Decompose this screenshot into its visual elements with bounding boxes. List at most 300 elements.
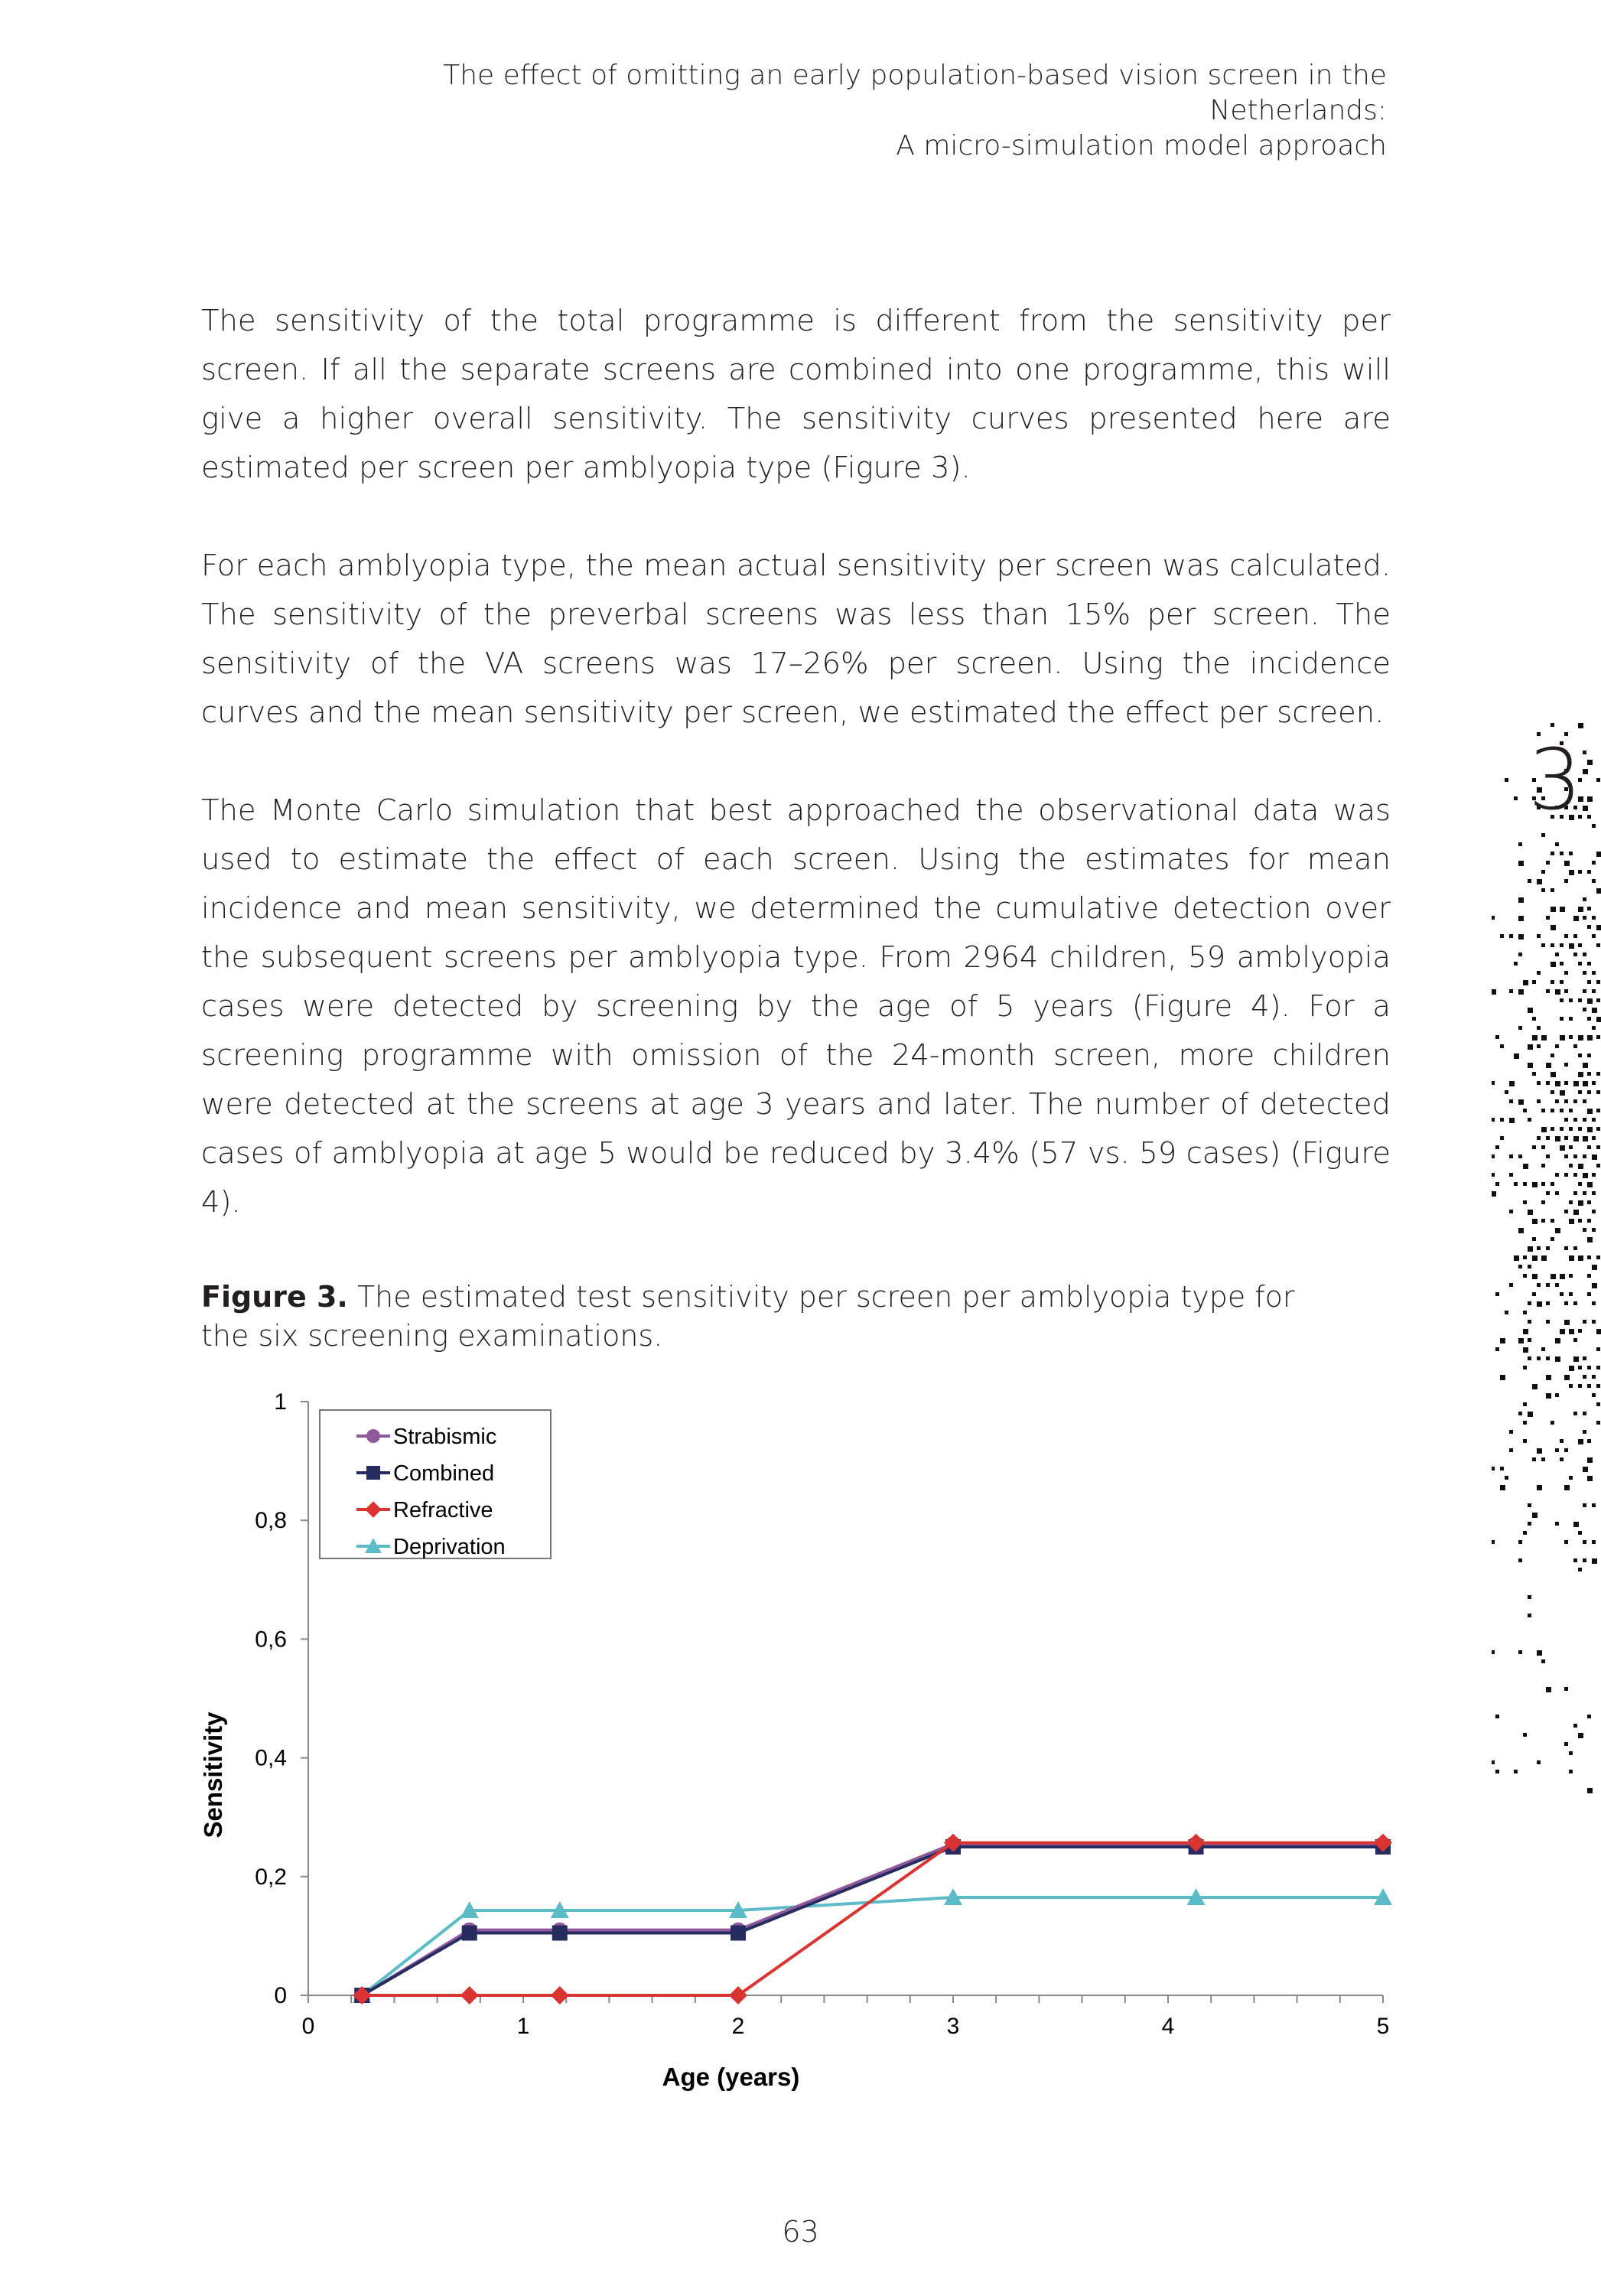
pattern-dot: [1592, 1558, 1597, 1564]
pattern-dot: [1560, 907, 1565, 912]
pattern-dot: [1592, 1008, 1597, 1013]
pattern-dot: [1583, 751, 1586, 754]
data-point-combined: [552, 1926, 568, 1941]
chapter-tab-pattern: [1492, 723, 1601, 1802]
pattern-dot: [1587, 1090, 1591, 1094]
paragraph: For each amblyopia type, the mean actual sensitivity per screen was calculated. The sensitivity of the preverbal screens was less than 15% per screen. The sensitivity of the VA screens was 17–26% per screen. Using the incidence curves and the mean sensitivity per screen, we estimated the effect per screen.: [201, 549, 1391, 730]
pattern-dot: [1578, 907, 1583, 912]
legend-label-combined: Combined: [393, 1461, 495, 1486]
pattern-dot: [1596, 1329, 1601, 1334]
pattern-dot: [1583, 1155, 1586, 1158]
pattern-dot: [1551, 1109, 1554, 1112]
pattern-dot: [1555, 1356, 1560, 1362]
pattern-dot: [1551, 1072, 1556, 1077]
pattern-dot: [1555, 1099, 1559, 1103]
pattern-dot: [1523, 1311, 1527, 1314]
pattern-dot: [1546, 1283, 1550, 1287]
pattern-dot: [1537, 1246, 1541, 1250]
pattern-dot: [1523, 1531, 1527, 1535]
pattern-dot: [1583, 897, 1586, 901]
figure-caption-text: The estimated test sensitivity per screen per amblyopia type for the six screening examinations.: [201, 1280, 1295, 1353]
pattern-dot: [1541, 833, 1545, 837]
pattern-dot: [1583, 971, 1586, 975]
pattern-dot: [1546, 1155, 1550, 1158]
pattern-dot: [1578, 1219, 1582, 1223]
pattern-dot: [1592, 1136, 1596, 1140]
pattern-dot: [1537, 879, 1542, 884]
legend-label-strabismic: Strabismic: [393, 1425, 497, 1449]
pattern-dot: [1564, 1155, 1568, 1158]
x-tick-label: 5: [1376, 2014, 1390, 2039]
pattern-dot: [1541, 1659, 1545, 1663]
pattern-dot: [1492, 1540, 1495, 1544]
pattern-dot: [1564, 1301, 1568, 1305]
pattern-dot: [1569, 1292, 1573, 1296]
pattern-dot: [1541, 870, 1545, 874]
pattern-dot: [1509, 1430, 1513, 1434]
pattern-dot: [1500, 1375, 1505, 1380]
pattern-dot: [1541, 1127, 1547, 1132]
pattern-dot: [1528, 1008, 1533, 1013]
pattern-dot: [1596, 1145, 1600, 1149]
pattern-dot: [1537, 1136, 1541, 1140]
pattern-dot: [1514, 962, 1518, 966]
pattern-dot: [1509, 1155, 1513, 1158]
pattern-dot: [1592, 1210, 1596, 1213]
pattern-dot: [1518, 1155, 1522, 1158]
pattern-dot: [1555, 1448, 1559, 1452]
pattern-dot: [1541, 1200, 1545, 1204]
pattern-dot: [1523, 1347, 1528, 1353]
pattern-dot: [1537, 1301, 1542, 1307]
pattern-dot: [1546, 1081, 1550, 1085]
pattern-dot: [1578, 1054, 1582, 1057]
pattern-dot: [1555, 1136, 1560, 1141]
pattern-dot: [1505, 1311, 1508, 1314]
pattern-dot: [1573, 934, 1577, 938]
pattern-dot: [1592, 916, 1596, 920]
pattern-dot: [1564, 1375, 1570, 1380]
pattern-dot: [1592, 1118, 1596, 1122]
pattern-dot: [1592, 1026, 1596, 1030]
pattern-dot: [1587, 1715, 1591, 1718]
pattern-dot: [1592, 1265, 1597, 1270]
pattern-dot: [1569, 1274, 1573, 1278]
pattern-dot: [1528, 1522, 1531, 1526]
pattern-dot: [1587, 1145, 1591, 1149]
pattern-dot: [1583, 1375, 1586, 1379]
pattern-dot: [1495, 1182, 1499, 1186]
pattern-dot: [1532, 1255, 1538, 1261]
pattern-dot: [1587, 870, 1591, 874]
pattern-dot: [1523, 1200, 1527, 1204]
pattern-dot: [1587, 1292, 1591, 1296]
pattern-dot: [1523, 1402, 1527, 1406]
pattern-dot: [1596, 1109, 1600, 1112]
pattern-dot: [1587, 998, 1593, 1004]
pattern-dot: [1537, 971, 1541, 975]
pattern-dot: [1532, 1219, 1538, 1224]
page-number: 63: [782, 2215, 819, 2249]
x-tick-label: 0: [301, 2014, 315, 2039]
pattern-dot: [1532, 1513, 1538, 1518]
pattern-dot: [1514, 796, 1518, 800]
pattern-dot: [1509, 1118, 1515, 1123]
legend-marker-strabismic: [366, 1429, 380, 1443]
pattern-dot: [1578, 1733, 1583, 1738]
pattern-dot: [1514, 1255, 1519, 1261]
pattern-dot: [1578, 1568, 1582, 1571]
pattern-dot: [1596, 1421, 1600, 1425]
pattern-dot: [1587, 1017, 1591, 1021]
pattern-dot: [1551, 980, 1554, 984]
pattern-dot: [1587, 1127, 1593, 1132]
pattern-dot: [1587, 1237, 1593, 1242]
pattern-dot: [1578, 1200, 1583, 1206]
pattern-dot: [1546, 916, 1550, 920]
x-tick-label: 2: [731, 2014, 745, 2039]
pattern-dot: [1560, 1017, 1564, 1021]
pattern-dot: [1528, 1210, 1533, 1215]
pattern-dot: [1573, 1338, 1577, 1342]
pattern-dot: [1592, 824, 1596, 828]
pattern-dot: [1528, 1338, 1531, 1342]
pattern-dot: [1551, 1274, 1556, 1279]
pattern-dot: [1564, 1118, 1568, 1122]
pattern-dot: [1518, 1099, 1524, 1105]
pattern-dot: [1578, 1035, 1583, 1041]
pattern-dot: [1518, 934, 1524, 940]
pattern-dot: [1532, 1292, 1536, 1296]
pattern-dot: [1500, 1485, 1505, 1490]
pattern-dot: [1505, 1090, 1508, 1094]
pattern-dot: [1541, 943, 1545, 947]
pattern-dot: [1555, 1522, 1559, 1526]
pattern-dot: [1495, 1292, 1499, 1296]
pattern-dot: [1596, 1017, 1601, 1022]
pattern-dot: [1587, 1255, 1591, 1259]
pattern-dot: [1592, 1375, 1596, 1379]
pattern-dot: [1573, 1246, 1577, 1250]
pattern-dot: [1500, 1136, 1504, 1140]
pattern-dot: [1564, 1173, 1568, 1177]
pattern-dot: [1578, 1164, 1583, 1169]
pattern-dot: [1546, 1246, 1550, 1250]
pattern-dot: [1551, 943, 1554, 947]
pattern-dot: [1569, 1329, 1574, 1334]
pattern-dot: [1596, 1035, 1600, 1039]
pattern-dot: [1583, 806, 1588, 811]
pattern-dot: [1523, 1439, 1527, 1443]
pattern-dot: [1587, 1457, 1593, 1463]
pattern-dot: [1564, 1448, 1568, 1452]
pattern-dot: [1551, 962, 1556, 967]
pattern-dot: [1587, 815, 1591, 819]
pattern-dot: [1509, 934, 1513, 938]
pattern-dot: [1551, 1237, 1554, 1241]
pattern-dot: [1592, 1301, 1596, 1305]
pattern-dot: [1509, 1210, 1513, 1213]
pattern-dot: [1587, 1219, 1591, 1223]
pattern-dot: [1564, 1687, 1568, 1691]
pattern-dot: [1546, 989, 1550, 993]
pattern-dot: [1551, 1127, 1554, 1131]
pattern-dot: [1573, 1724, 1577, 1728]
pattern-dot: [1592, 1540, 1596, 1544]
pattern-dot: [1551, 1054, 1554, 1057]
pattern-dot: [1578, 1366, 1582, 1369]
pattern-dot: [1569, 1366, 1574, 1371]
pattern-dot: [1509, 1173, 1513, 1177]
paragraph: The sensitivity of the total programme is different from the sensitivity per screen. If all the separate screens are combined into one programme, this will give a higher overall sensitivity. The sensitivity curves presented here are estimated per screen per amblyopia type (Figure 3).: [201, 304, 1391, 485]
pattern-dot: [1560, 1329, 1565, 1334]
pattern-dot: [1492, 1760, 1495, 1764]
pattern-dot: [1528, 879, 1531, 883]
pattern-dot: [1532, 1072, 1536, 1076]
pattern-dot: [1583, 769, 1588, 774]
pattern-dot: [1583, 1320, 1586, 1324]
pattern-dot: [1528, 1595, 1531, 1599]
pattern-dot: [1523, 1366, 1527, 1369]
pattern-dot: [1592, 1320, 1596, 1324]
pattern-dot: [1518, 897, 1524, 903]
pattern-dot: [1532, 980, 1536, 984]
pattern-dot: [1573, 1099, 1577, 1103]
pattern-dot: [1573, 1044, 1577, 1048]
pattern-dot: [1578, 1090, 1582, 1094]
pattern-dot: [1569, 1219, 1574, 1224]
pattern-dot: [1583, 1118, 1586, 1122]
pattern-dot: [1551, 723, 1554, 727]
pattern-dot: [1596, 888, 1601, 894]
pattern-dot: [1596, 1127, 1600, 1131]
pattern-dot: [1583, 1173, 1588, 1178]
pattern-dot: [1583, 1356, 1586, 1360]
pattern-dot: [1537, 1283, 1541, 1287]
pattern-dot: [1555, 1393, 1559, 1397]
chapter-tab-svg: [1492, 723, 1601, 1802]
pattern-dot: [1592, 934, 1596, 938]
pattern-dot: [1523, 1182, 1527, 1186]
pattern-dot: [1492, 989, 1496, 995]
pattern-dot: [1596, 852, 1601, 857]
pattern-dot: [1541, 1219, 1545, 1223]
pattern-dot: [1592, 1081, 1596, 1085]
pattern-dot: [1518, 1412, 1522, 1415]
figure-caption: [201, 1278, 1349, 1356]
pattern-dot: [1596, 778, 1600, 782]
pattern-dot: [1505, 1476, 1508, 1480]
pattern-dot: [1596, 998, 1600, 1002]
pattern-dot: [1551, 1219, 1554, 1223]
pattern-dot: [1578, 943, 1582, 947]
pattern-dot: [1532, 1237, 1536, 1241]
pattern-dot: [1492, 1467, 1495, 1470]
pattern-dot: [1514, 1054, 1519, 1059]
pattern-dot: [1592, 879, 1596, 883]
pattern-dot: [1560, 1292, 1564, 1296]
pattern-dot: [1492, 1191, 1496, 1197]
running-head-line2: A micro-simulation model approach: [896, 130, 1387, 161]
pattern-dot: [1587, 1384, 1591, 1388]
pattern-dot: [1569, 1017, 1573, 1021]
pattern-dot: [1587, 1200, 1591, 1204]
pattern-dot: [1569, 998, 1573, 1002]
pattern-dot: [1532, 1384, 1538, 1389]
pattern-dot: [1500, 1044, 1504, 1048]
pattern-dot: [1537, 1448, 1542, 1454]
pattern-dot: [1596, 1384, 1600, 1388]
pattern-dot: [1555, 1081, 1560, 1086]
data-point-refractive: [460, 1986, 479, 2005]
pattern-dot: [1592, 1173, 1596, 1177]
pattern-dot: [1537, 1044, 1541, 1048]
pattern-dot: [1564, 1246, 1568, 1250]
pattern-dot: [1583, 1467, 1588, 1472]
data-point-combined: [731, 1926, 746, 1941]
pattern-dot: [1583, 1063, 1588, 1068]
sensitivity-chart: [191, 1377, 1415, 2104]
running-head: [316, 58, 1387, 164]
pattern-dot: [1541, 888, 1545, 892]
pattern-dot: [1564, 879, 1568, 883]
pattern-dot: [1528, 1063, 1533, 1068]
pattern-dot: [1592, 1283, 1597, 1288]
pattern-dot: [1509, 1283, 1513, 1287]
pattern-dot: [1573, 953, 1577, 956]
pattern-dot: [1583, 1412, 1586, 1415]
pattern-dot: [1514, 1770, 1518, 1773]
pattern-dot: [1583, 1503, 1586, 1507]
pattern-dot: [1546, 1393, 1551, 1399]
pattern-dot: [1569, 1476, 1573, 1480]
pattern-dot: [1560, 1127, 1564, 1131]
pattern-dot: [1518, 1650, 1522, 1654]
pattern-dot: [1564, 1099, 1568, 1103]
pattern-dot: [1573, 1173, 1577, 1177]
pattern-dot: [1492, 1173, 1495, 1177]
pattern-dot: [1569, 1164, 1573, 1168]
series-line-refractive: [362, 1843, 1383, 1995]
pattern-dot: [1541, 1347, 1545, 1351]
y-tick-label: 0,6: [255, 1627, 287, 1653]
y-tick-label: 1: [274, 1389, 287, 1415]
pattern-dot: [1509, 1448, 1513, 1452]
pattern-dot: [1587, 1054, 1591, 1057]
pattern-dot: [1569, 1127, 1573, 1131]
pattern-dot: [1578, 1329, 1582, 1333]
pattern-dot: [1583, 989, 1586, 993]
pattern-dot: [1528, 1412, 1533, 1417]
pattern-dot: [1596, 1164, 1600, 1168]
pattern-dot: [1587, 796, 1593, 802]
pattern-dot: [1523, 1329, 1528, 1334]
pattern-dot: [1500, 1467, 1504, 1470]
pattern-dot: [1564, 1320, 1570, 1325]
pattern-dot: [1583, 1228, 1586, 1232]
pattern-dot: [1578, 1439, 1583, 1444]
pattern-dot: [1532, 1145, 1536, 1149]
pattern-dot: [1578, 1531, 1582, 1535]
pattern-dot: [1500, 1338, 1505, 1343]
pattern-dot: [1518, 1338, 1524, 1343]
pattern-dot: [1587, 1072, 1591, 1076]
pattern-dot: [1528, 1246, 1533, 1252]
pattern-dot: [1578, 723, 1583, 728]
pattern-dot: [1551, 852, 1554, 855]
chapter-number: 3: [1528, 731, 1582, 829]
x-tick-label: 1: [516, 2014, 530, 2039]
pattern-dot: [1541, 1255, 1547, 1261]
pattern-dot: [1573, 1301, 1577, 1305]
pattern-dot: [1587, 925, 1591, 929]
pattern-dot: [1500, 934, 1504, 938]
pattern-dot: [1555, 1228, 1560, 1233]
pattern-dot: [1528, 1356, 1531, 1360]
pattern-dot: [1537, 1650, 1542, 1656]
pattern-dot: [1569, 1751, 1573, 1755]
pattern-dot: [1569, 852, 1573, 855]
pattern-dot: [1596, 1402, 1600, 1406]
pattern-dot: [1560, 962, 1564, 966]
data-point-combined: [462, 1926, 477, 1941]
pattern-dot: [1528, 1301, 1531, 1305]
pattern-dot: [1523, 1255, 1527, 1259]
legend-label-refractive: Refractive: [393, 1498, 493, 1523]
pattern-dot: [1569, 1109, 1573, 1112]
pattern-dot: [1583, 1558, 1586, 1562]
pattern-dot: [1587, 1274, 1591, 1278]
pattern-dot: [1492, 916, 1495, 920]
pattern-dot: [1564, 861, 1570, 866]
pattern-dot: [1537, 1356, 1541, 1360]
pattern-dot: [1560, 1109, 1564, 1112]
series-line-deprivation: [362, 1897, 1383, 1995]
figure-label: Figure 3.: [201, 1280, 348, 1314]
pattern-dot: [1528, 1320, 1531, 1324]
pattern-dot: [1583, 1540, 1586, 1544]
pattern-dot: [1587, 1788, 1593, 1793]
pattern-dot: [1532, 1274, 1538, 1279]
pattern-dot: [1560, 1090, 1565, 1096]
pattern-dot: [1564, 1485, 1570, 1490]
pattern-dot: [1528, 1265, 1531, 1268]
pattern-dot: [1492, 1118, 1495, 1122]
pattern-dot: [1555, 1338, 1560, 1343]
pattern-dot: [1523, 1109, 1527, 1112]
pattern-dot: [1523, 1733, 1527, 1737]
pattern-dot: [1492, 1081, 1495, 1085]
pattern-dot: [1532, 1035, 1538, 1041]
pattern-dot: [1592, 971, 1596, 975]
pattern-dot: [1495, 1347, 1499, 1351]
pattern-dot: [1492, 1155, 1495, 1158]
pattern-dot: [1546, 1687, 1551, 1692]
pattern-dot: [1587, 760, 1593, 765]
pattern-dot: [1541, 1109, 1545, 1112]
pattern-dot: [1532, 1017, 1536, 1021]
pattern-dot: [1537, 1099, 1541, 1103]
pattern-dot: [1560, 943, 1564, 947]
pattern-dot: [1573, 1118, 1577, 1122]
pattern-dot: [1551, 1421, 1554, 1425]
pattern-dot: [1583, 1099, 1586, 1103]
y-tick-label: 0,2: [255, 1864, 287, 1890]
pattern-dot: [1537, 1760, 1541, 1764]
pattern-dot: [1509, 989, 1513, 993]
pattern-dot: [1583, 953, 1586, 956]
pattern-dot: [1587, 907, 1591, 910]
